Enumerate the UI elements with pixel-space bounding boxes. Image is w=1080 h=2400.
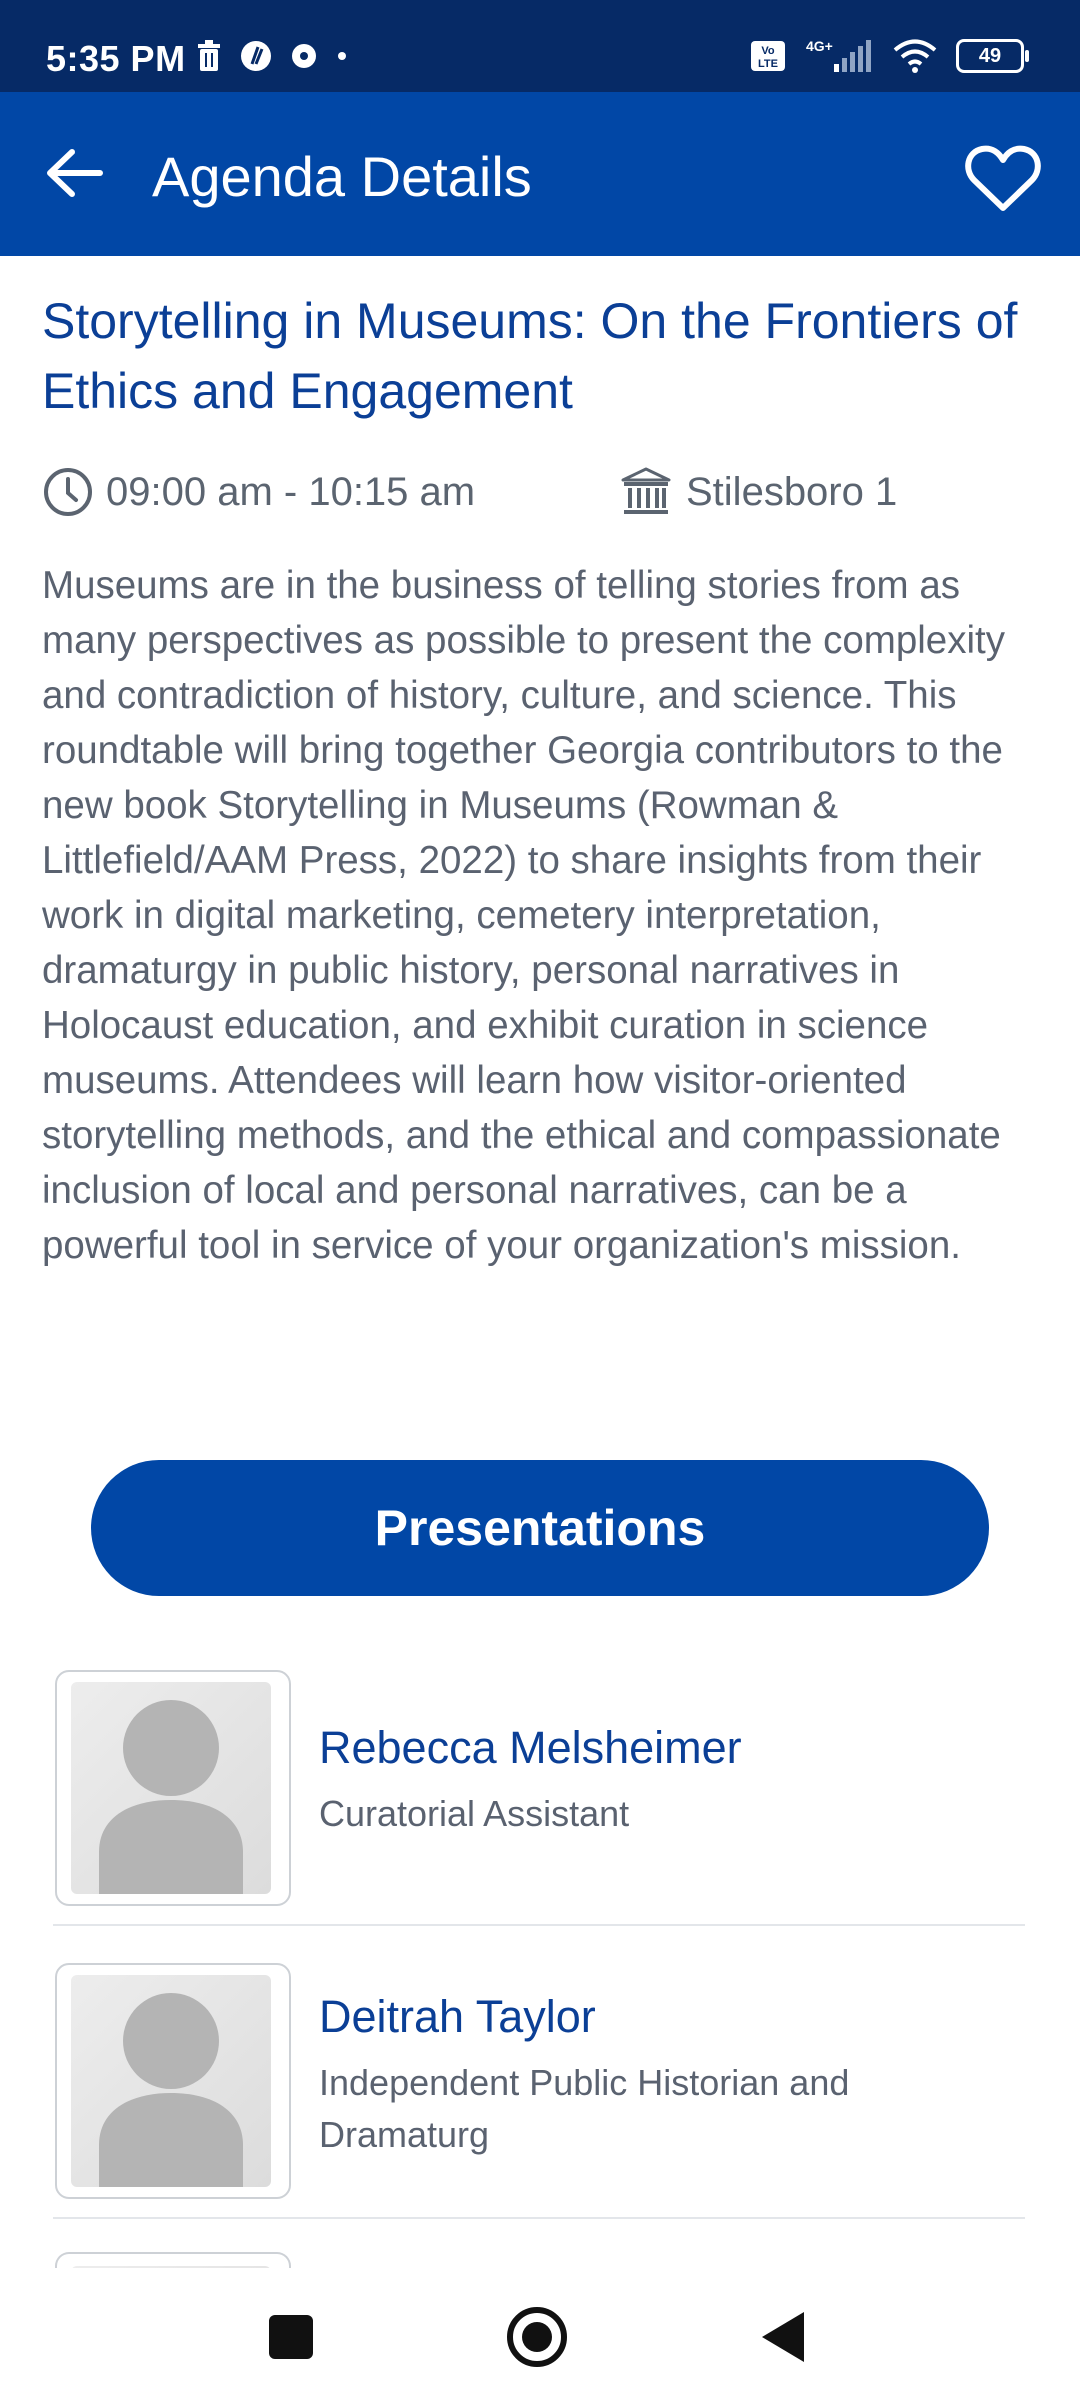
svg-text:Vo: Vo: [761, 45, 775, 57]
delete-icon: [196, 40, 222, 72]
event-meta: [42, 466, 1042, 524]
back-triangle-icon[interactable]: [750, 2302, 820, 2372]
presentations-button[interactable]: Presentations: [91, 1460, 989, 1596]
event-title: Storytelling in Museums: On the Frontiers of Ethics and Engagement: [42, 293, 1018, 419]
clock-icon: [42, 466, 94, 518]
presenter-role: Curatorial Assistant: [319, 1793, 630, 1834]
person-placeholder-icon: [71, 1682, 271, 1894]
hike-icon: [240, 40, 272, 72]
museum-icon: [620, 466, 672, 518]
event-room: [620, 466, 897, 518]
status-bar: [0, 0, 1080, 92]
presenter-role: Independent Public Historian and Dramaturg: [319, 2062, 850, 2155]
avatar: [55, 1670, 291, 1906]
event-time-text: 09:00 am - 10:15 am: [106, 469, 476, 514]
status-time: 5:35 PM: [46, 38, 186, 79]
presenter-name: Deitrah Taylor: [319, 1991, 596, 2042]
signal-icon: [804, 38, 874, 74]
event-time: [42, 466, 475, 518]
heart-icon[interactable]: [964, 144, 1042, 214]
app-icon: [290, 42, 318, 70]
person-placeholder-icon: [71, 1975, 271, 2187]
battery-icon: 49: [956, 39, 1024, 73]
app-bar: [0, 92, 1080, 256]
navigation-bar: [0, 2268, 1080, 2400]
recents-square-icon[interactable]: [256, 2302, 326, 2372]
event-description: Museums are in the business of telling stories from as many perspectives as possible to present the complexity and contradiction of history, culture, and science. This roundtable will bring together Georgia contributors to the new book Storytelling in Museums (Rowman & Littlefield/AAM Press, 2022) to share insights from their work in digital marketing, cemetery interpretation, dramaturgy in public history, personal narratives in Holocaust education, and exhibit curation in science museums. Attendees will learn how visitor-oriented storytelling methods, and the ethical and compassionate inclusion of local and personal narratives, can be a powerful tool in service of your organization's mission.: [42, 564, 1005, 1267]
event-room-text: Stilesboro 1: [686, 469, 898, 514]
wifi-icon: [892, 39, 938, 73]
svg-text:4G+: 4G+: [806, 38, 833, 54]
dot-icon: [336, 50, 348, 62]
home-circle-icon[interactable]: [502, 2302, 572, 2372]
presenter-card[interactable]: [53, 1664, 1025, 1926]
volte-icon: [750, 40, 786, 72]
avatar: [55, 1963, 291, 2199]
svg-text:LTE: LTE: [758, 58, 778, 70]
system-icons: [750, 38, 1024, 74]
presenter-card[interactable]: [53, 1957, 1025, 2219]
back-arrow-icon[interactable]: [40, 138, 110, 208]
presenter-name: Rebecca Melsheimer: [319, 1722, 742, 1773]
notification-icons: [196, 40, 348, 72]
page-title: Agenda Details: [152, 145, 532, 208]
